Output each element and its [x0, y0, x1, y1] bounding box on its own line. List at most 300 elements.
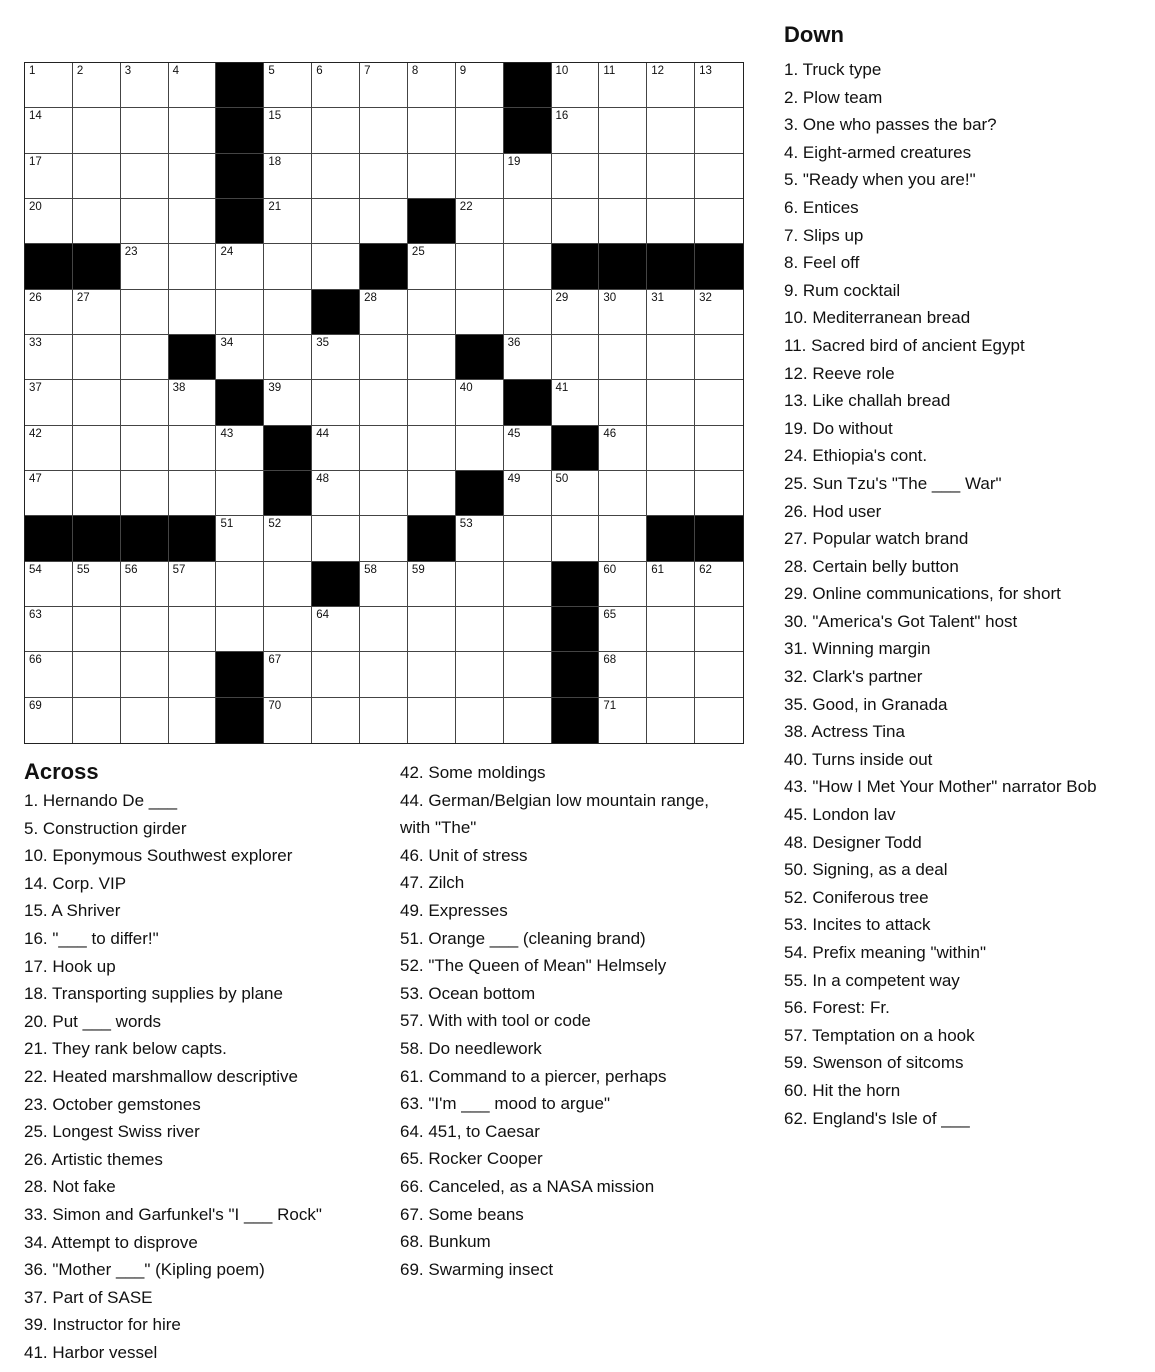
- grid-cell[interactable]: [408, 244, 456, 289]
- cell-number: 48: [316, 472, 329, 485]
- black-square: [552, 652, 600, 697]
- grid-cell[interactable]: [169, 471, 217, 516]
- grid-cell[interactable]: [312, 426, 360, 471]
- grid-cell[interactable]: [121, 652, 169, 697]
- grid-cell[interactable]: [169, 698, 217, 743]
- clue-item[interactable]: 56. Forest: Fr.: [784, 998, 890, 1018]
- cell-number: 66: [29, 654, 42, 667]
- grid-cell[interactable]: [408, 335, 456, 380]
- grid-cell[interactable]: [360, 562, 408, 607]
- clue-item[interactable]: 65. Rocker Cooper: [400, 1149, 543, 1169]
- grid-cell[interactable]: [456, 244, 504, 289]
- clue-item[interactable]: 13. Like challah bread: [784, 391, 951, 411]
- grid-cell[interactable]: [456, 426, 504, 471]
- clue-item[interactable]: 11. Sacred bird of ancient Egypt: [784, 335, 1025, 355]
- clue-item[interactable]: 25. Longest Swiss river: [24, 1122, 200, 1142]
- grid-cell[interactable]: [264, 380, 312, 425]
- black-square: [216, 108, 264, 153]
- grid-cell[interactable]: [121, 290, 169, 335]
- cell-number: 14: [29, 110, 42, 123]
- grid-cell[interactable]: [599, 63, 647, 108]
- clue-item[interactable]: 26. Hod user: [784, 501, 882, 521]
- grid-cell[interactable]: [647, 562, 695, 607]
- grid-cell[interactable]: [216, 562, 264, 607]
- grid-cell[interactable]: [73, 562, 121, 607]
- grid-cell[interactable]: [695, 335, 743, 380]
- grid-cell[interactable]: [25, 108, 73, 153]
- grid-cell[interactable]: [73, 63, 121, 108]
- grid-cell[interactable]: [360, 471, 408, 516]
- clue-item[interactable]: 24. Ethiopia's cont.: [784, 446, 928, 466]
- cell-number: 70: [268, 699, 282, 712]
- grid-cell[interactable]: [360, 108, 408, 153]
- grid-cell[interactable]: [456, 516, 504, 561]
- clue-item[interactable]: 49. Expresses: [400, 900, 508, 920]
- grid-cell[interactable]: [456, 698, 504, 743]
- grid-cell[interactable]: [647, 335, 695, 380]
- grid-cell[interactable]: [73, 607, 121, 652]
- clue-item[interactable]: 41. Harbor vessel: [24, 1342, 158, 1362]
- grid-cell[interactable]: [264, 335, 312, 380]
- grid-cell[interactable]: [360, 290, 408, 335]
- clue-item[interactable]: 69. Swarming insect: [400, 1259, 554, 1279]
- grid-cell[interactable]: [599, 108, 647, 153]
- grid-cell[interactable]: [408, 607, 456, 652]
- clue-item[interactable]: 53. Incites to attack: [784, 915, 931, 935]
- grid-cell[interactable]: [264, 63, 312, 108]
- grid-cell[interactable]: [121, 380, 169, 425]
- grid-cell[interactable]: [504, 652, 552, 697]
- clue-item[interactable]: 67. Some beans: [400, 1204, 524, 1224]
- grid-cell[interactable]: [599, 607, 647, 652]
- clue-item[interactable]: 50. Signing, as a deal: [784, 860, 948, 880]
- clue-item[interactable]: 5. Construction girder: [24, 818, 187, 838]
- grid-cell[interactable]: [312, 63, 360, 108]
- grid-cell[interactable]: [456, 108, 504, 153]
- grid-cell[interactable]: [456, 562, 504, 607]
- clue-item[interactable]: 28. Certain belly button: [784, 556, 959, 576]
- grid-cell[interactable]: [312, 335, 360, 380]
- clue-item[interactable]: 17. Hook up: [24, 956, 116, 976]
- clue-item[interactable]: 47. Zilch: [400, 873, 465, 893]
- clue-item[interactable]: 51. Orange ___ (cleaning brand): [400, 928, 646, 948]
- black-square: [169, 335, 217, 380]
- clue-item[interactable]: 10. Mediterranean bread: [784, 308, 971, 328]
- cell-number: 5: [268, 65, 275, 77]
- grid-cell[interactable]: [169, 607, 217, 652]
- grid-cell[interactable]: [169, 652, 217, 697]
- clue-item[interactable]: 66. Canceled, as a NASA mission: [400, 1176, 655, 1196]
- grid-cell[interactable]: [504, 516, 552, 561]
- grid-cell[interactable]: [264, 607, 312, 652]
- black-square: [552, 607, 600, 652]
- grid-cell[interactable]: [25, 698, 73, 743]
- grid-cell[interactable]: [312, 244, 360, 289]
- grid-cell[interactable]: [25, 426, 73, 471]
- grid-cell[interactable]: [552, 335, 600, 380]
- grid-cell[interactable]: [695, 108, 743, 153]
- grid-cell[interactable]: [504, 290, 552, 335]
- cell-number: 11: [603, 65, 616, 77]
- grid-cell[interactable]: [121, 63, 169, 108]
- grid-cell[interactable]: [121, 335, 169, 380]
- grid-cell[interactable]: [360, 652, 408, 697]
- grid-cell[interactable]: [504, 244, 552, 289]
- clue-item[interactable]: 52. Coniferous tree: [784, 887, 929, 907]
- grid-cell[interactable]: [73, 652, 121, 697]
- grid-cell[interactable]: [408, 63, 456, 108]
- grid-cell[interactable]: [73, 199, 121, 244]
- grid-cell[interactable]: [312, 698, 360, 743]
- clue-item[interactable]: 35. Good, in Granada: [784, 694, 948, 714]
- grid-cell[interactable]: [360, 516, 408, 561]
- clue-item[interactable]: 7. Slips up: [784, 225, 864, 245]
- black-square: [408, 199, 456, 244]
- grid-cell[interactable]: [408, 652, 456, 697]
- grid-cell[interactable]: [456, 607, 504, 652]
- grid-cell[interactable]: [599, 199, 647, 244]
- clue-item[interactable]: 39. Instructor for hire: [24, 1315, 181, 1335]
- grid-cell[interactable]: [504, 471, 552, 516]
- clue-item[interactable]: 29. Online communications, for short: [784, 584, 1061, 604]
- grid-cell[interactable]: [408, 154, 456, 199]
- grid-cell[interactable]: [599, 698, 647, 743]
- grid-cell[interactable]: [216, 244, 264, 289]
- grid-cell[interactable]: [504, 607, 552, 652]
- grid-cell[interactable]: [216, 335, 264, 380]
- grid-cell[interactable]: [169, 244, 217, 289]
- cell-number: 30: [603, 291, 617, 304]
- grid-cell[interactable]: [552, 471, 600, 516]
- grid-cell[interactable]: [360, 199, 408, 244]
- grid-cell[interactable]: [312, 154, 360, 199]
- grid-cell[interactable]: [264, 290, 312, 335]
- grid-cell[interactable]: [121, 607, 169, 652]
- clue-item[interactable]: 59. Swenson of sitcoms: [784, 1053, 964, 1073]
- clue-item[interactable]: 33. Simon and Garfunkel's "I ___ Rock": [24, 1204, 322, 1224]
- grid-cell[interactable]: [73, 335, 121, 380]
- clue-item[interactable]: 21. They rank below capts.: [24, 1039, 227, 1059]
- grid-cell[interactable]: [456, 290, 504, 335]
- grid-cell[interactable]: [695, 607, 743, 652]
- clue-item[interactable]: 15. A Shriver: [24, 901, 121, 921]
- grid-cell[interactable]: [312, 607, 360, 652]
- grid-cell[interactable]: [25, 652, 73, 697]
- grid-cell[interactable]: [264, 698, 312, 743]
- clue-item[interactable]: 38. Actress Tina: [784, 722, 905, 742]
- grid-cell[interactable]: [552, 199, 600, 244]
- clue-item[interactable]: 40. Turns inside out: [784, 749, 933, 769]
- grid-cell[interactable]: [73, 698, 121, 743]
- clue-item[interactable]: 34. Attempt to disprove: [24, 1232, 198, 1252]
- grid-cell[interactable]: [169, 108, 217, 153]
- clue-item[interactable]: 25. Sun Tzu's "The ___ War": [784, 473, 1002, 493]
- grid-cell[interactable]: [312, 471, 360, 516]
- grid-cell[interactable]: [456, 652, 504, 697]
- grid-cell[interactable]: [73, 154, 121, 199]
- grid-cell[interactable]: [408, 426, 456, 471]
- grid-cell[interactable]: [360, 335, 408, 380]
- grid-cell[interactable]: [73, 380, 121, 425]
- grid-cell[interactable]: [647, 652, 695, 697]
- grid-cell[interactable]: [25, 63, 73, 108]
- clue-item[interactable]: 63. "I'm ___ mood to argue": [400, 1094, 610, 1114]
- grid-cell[interactable]: [599, 290, 647, 335]
- cell-number: 20: [29, 200, 42, 213]
- grid-cell[interactable]: [121, 698, 169, 743]
- black-square: [647, 244, 695, 289]
- cell-number: 50: [555, 472, 569, 485]
- clue-item[interactable]: 68. Bunkum: [400, 1232, 491, 1252]
- clue-item[interactable]: 4. Eight-armed creatures: [784, 142, 972, 162]
- grid-cell[interactable]: [504, 426, 552, 471]
- grid-cell[interactable]: [360, 698, 408, 743]
- black-square: [456, 335, 504, 380]
- grid-cell[interactable]: [25, 607, 73, 652]
- grid-cell[interactable]: [216, 607, 264, 652]
- clue-item[interactable]: 10. Eponymous Southwest explorer: [24, 846, 293, 866]
- grid-cell[interactable]: [121, 426, 169, 471]
- clue-item[interactable]: 57. With with tool or code: [400, 1011, 591, 1031]
- clue-item[interactable]: 30. "America's Got Talent" host: [784, 611, 1018, 631]
- grid-cell[interactable]: [695, 380, 743, 425]
- grid-cell[interactable]: [25, 154, 73, 199]
- grid-cell[interactable]: [647, 380, 695, 425]
- grid-cell[interactable]: [504, 335, 552, 380]
- cell-number: 13: [699, 65, 712, 77]
- grid-cell[interactable]: [647, 426, 695, 471]
- grid-cell[interactable]: [264, 108, 312, 153]
- grid-cell[interactable]: [599, 516, 647, 561]
- grid-cell[interactable]: [169, 426, 217, 471]
- grid-cell[interactable]: [169, 63, 217, 108]
- grid-cell[interactable]: [599, 471, 647, 516]
- clue-item[interactable]: 58. Do needlework: [400, 1038, 542, 1058]
- cell-number: 7: [364, 65, 371, 77]
- grid-cell[interactable]: [360, 380, 408, 425]
- grid-cell[interactable]: [312, 652, 360, 697]
- clue-item[interactable]: 52. "The Queen of Mean" Helmsely: [400, 956, 667, 976]
- grid-cell[interactable]: [695, 652, 743, 697]
- grid-cell[interactable]: [599, 652, 647, 697]
- clue-item[interactable]: 31. Winning margin: [784, 639, 931, 659]
- clue-item[interactable]: 37. Part of SASE: [24, 1287, 153, 1307]
- black-square: [216, 154, 264, 199]
- crossword-grid: [24, 62, 744, 744]
- grid-cell[interactable]: [599, 154, 647, 199]
- cell-number: 16: [555, 110, 569, 123]
- clue-item[interactable]: 22. Heated marshmallow descriptive: [24, 1066, 299, 1086]
- clue-item[interactable]: 2. Plow team: [784, 87, 883, 107]
- clue-item[interactable]: 53. Ocean bottom: [400, 983, 536, 1003]
- clue-item[interactable]: 55. In a competent way: [784, 970, 960, 990]
- clue-item[interactable]: 48. Designer Todd: [784, 832, 922, 852]
- clue-item[interactable]: 60. Hit the horn: [784, 1080, 901, 1100]
- grid-cell[interactable]: [695, 471, 743, 516]
- grid-cell[interactable]: [121, 244, 169, 289]
- clue-item[interactable]: 5. "Ready when you are!": [784, 170, 976, 190]
- black-square: [216, 652, 264, 697]
- grid-cell[interactable]: [552, 108, 600, 153]
- clue-item[interactable]: 64. 451, to Caesar: [400, 1121, 540, 1141]
- clue-item[interactable]: 27. Popular watch brand: [784, 529, 969, 549]
- grid-cell[interactable]: [169, 562, 217, 607]
- grid-cell[interactable]: [312, 199, 360, 244]
- grid-cell[interactable]: [408, 698, 456, 743]
- clue-item[interactable]: 19. Do without: [784, 418, 893, 438]
- grid-cell[interactable]: [25, 471, 73, 516]
- cell-number: 35: [316, 336, 329, 349]
- clue-item[interactable]: 3. One who passes the bar?: [784, 115, 997, 135]
- clue-item[interactable]: 16. "___ to differ!": [24, 928, 159, 948]
- clue-item[interactable]: 20. Put ___ words: [24, 1011, 162, 1031]
- grid-cell[interactable]: [264, 244, 312, 289]
- grid-cell[interactable]: [695, 199, 743, 244]
- clue-item[interactable]: 62. England's Isle of ___: [784, 1108, 970, 1128]
- clue-item[interactable]: 54. Prefix meaning "within": [784, 943, 986, 962]
- grid-cell[interactable]: [216, 471, 264, 516]
- clue-item[interactable]: 1. Hernando De ___: [24, 791, 178, 810]
- clue-item[interactable]: 9. Rum cocktail: [784, 280, 901, 300]
- grid-cell[interactable]: [25, 380, 73, 425]
- grid-cell[interactable]: [121, 471, 169, 516]
- grid-cell[interactable]: [695, 698, 743, 743]
- grid-cell[interactable]: [169, 290, 217, 335]
- cell-number: 69: [29, 699, 42, 712]
- grid-cell[interactable]: [121, 562, 169, 607]
- grid-cell[interactable]: [121, 154, 169, 199]
- clue-item[interactable]: 1. Truck type: [784, 60, 882, 79]
- grid-cell[interactable]: [456, 380, 504, 425]
- grid-cell[interactable]: [73, 108, 121, 153]
- cell-number: 67: [268, 654, 282, 667]
- clue-item[interactable]: with "The": [400, 818, 477, 838]
- grid-cell[interactable]: [360, 426, 408, 471]
- grid-cell[interactable]: [312, 516, 360, 561]
- grid-cell[interactable]: [552, 63, 600, 108]
- clue-item[interactable]: 26. Artistic themes: [24, 1149, 163, 1169]
- grid-cell[interactable]: [216, 516, 264, 561]
- clue-item[interactable]: 8. Feel off: [784, 253, 860, 273]
- grid-cell[interactable]: [312, 380, 360, 425]
- grid-cell[interactable]: [695, 154, 743, 199]
- grid-cell[interactable]: [25, 335, 73, 380]
- clue-item[interactable]: 32. Clark's partner: [784, 667, 923, 687]
- grid-cell[interactable]: [360, 154, 408, 199]
- grid-cell[interactable]: [456, 63, 504, 108]
- grid-cell[interactable]: [408, 562, 456, 607]
- grid-cell[interactable]: [264, 154, 312, 199]
- clue-item[interactable]: 57. Temptation on a hook: [784, 1025, 975, 1045]
- grid-cell[interactable]: [504, 562, 552, 607]
- grid-cell[interactable]: [552, 516, 600, 561]
- grid-cell[interactable]: [599, 562, 647, 607]
- grid-cell[interactable]: [360, 63, 408, 108]
- grid-cell[interactable]: [647, 63, 695, 108]
- grid-cell[interactable]: [647, 290, 695, 335]
- down-clue-list: [784, 56, 1097, 1132]
- clue-item[interactable]: 6. Entices: [784, 197, 859, 217]
- black-square: [552, 698, 600, 743]
- clue-item[interactable]: 44. German/Belgian low mountain range,: [400, 790, 710, 810]
- grid-cell[interactable]: [599, 380, 647, 425]
- grid-cell[interactable]: [647, 607, 695, 652]
- clue-item[interactable]: 42. Some moldings: [400, 763, 546, 782]
- grid-cell[interactable]: [599, 335, 647, 380]
- cell-number: 4: [172, 65, 179, 77]
- grid-cell[interactable]: [360, 607, 408, 652]
- clue-item[interactable]: 14. Corp. VIP: [24, 873, 127, 893]
- grid-cell[interactable]: [456, 199, 504, 244]
- grid-cell[interactable]: [264, 562, 312, 607]
- clue-item[interactable]: 12. Reeve role: [784, 363, 895, 383]
- grid-cell[interactable]: [504, 698, 552, 743]
- black-square: [312, 562, 360, 607]
- grid-cell[interactable]: [312, 108, 360, 153]
- cell-number: 44: [316, 427, 329, 440]
- clue-item[interactable]: 61. Command to a piercer, perhaps: [400, 1066, 667, 1086]
- grid-cell[interactable]: [504, 199, 552, 244]
- grid-cell[interactable]: [264, 199, 312, 244]
- grid-cell[interactable]: [647, 471, 695, 516]
- grid-cell[interactable]: [73, 290, 121, 335]
- grid-cell[interactable]: [695, 290, 743, 335]
- clue-item[interactable]: 43. "How I Met Your Mother" narrator Bob: [784, 777, 1097, 797]
- grid-cell[interactable]: [264, 516, 312, 561]
- grid-cell[interactable]: [456, 154, 504, 199]
- grid-cell[interactable]: [599, 426, 647, 471]
- grid-cell[interactable]: [695, 63, 743, 108]
- grid-cell[interactable]: [552, 154, 600, 199]
- grid-cell[interactable]: [216, 426, 264, 471]
- grid-cell[interactable]: [73, 471, 121, 516]
- clue-item[interactable]: 23. October gemstones: [24, 1094, 201, 1114]
- grid-cell[interactable]: [408, 471, 456, 516]
- grid-cell[interactable]: [169, 154, 217, 199]
- clue-item[interactable]: 18. Transporting supplies by plane: [24, 984, 283, 1004]
- clue-item[interactable]: 36. "Mother ___" (Kipling poem): [24, 1260, 265, 1280]
- grid-cell[interactable]: [647, 199, 695, 244]
- grid-cell[interactable]: [647, 108, 695, 153]
- clue-item[interactable]: 46. Unit of stress: [400, 845, 528, 865]
- grid-cell[interactable]: [552, 380, 600, 425]
- across-clue-list-right: [400, 759, 709, 1283]
- grid-cell[interactable]: [647, 698, 695, 743]
- clue-item[interactable]: 45. London lav: [784, 805, 896, 825]
- grid-cell[interactable]: [504, 154, 552, 199]
- black-square: [73, 516, 121, 561]
- grid-cell[interactable]: [408, 108, 456, 153]
- grid-cell[interactable]: [216, 290, 264, 335]
- grid-cell[interactable]: [25, 562, 73, 607]
- grid-cell[interactable]: [552, 290, 600, 335]
- cell-number: 21: [268, 200, 282, 213]
- grid-cell[interactable]: [25, 290, 73, 335]
- clue-item[interactable]: 28. Not fake: [24, 1177, 116, 1197]
- grid-cell[interactable]: [695, 562, 743, 607]
- grid-cell[interactable]: [25, 199, 73, 244]
- grid-cell[interactable]: [169, 199, 217, 244]
- grid-cell[interactable]: [121, 108, 169, 153]
- grid-cell[interactable]: [264, 652, 312, 697]
- grid-cell[interactable]: [695, 426, 743, 471]
- grid-cell[interactable]: [73, 426, 121, 471]
- grid-cell[interactable]: [121, 199, 169, 244]
- grid-cell[interactable]: [169, 380, 217, 425]
- grid-cell[interactable]: [408, 290, 456, 335]
- grid-cell[interactable]: [647, 154, 695, 199]
- grid-cell[interactable]: [408, 380, 456, 425]
